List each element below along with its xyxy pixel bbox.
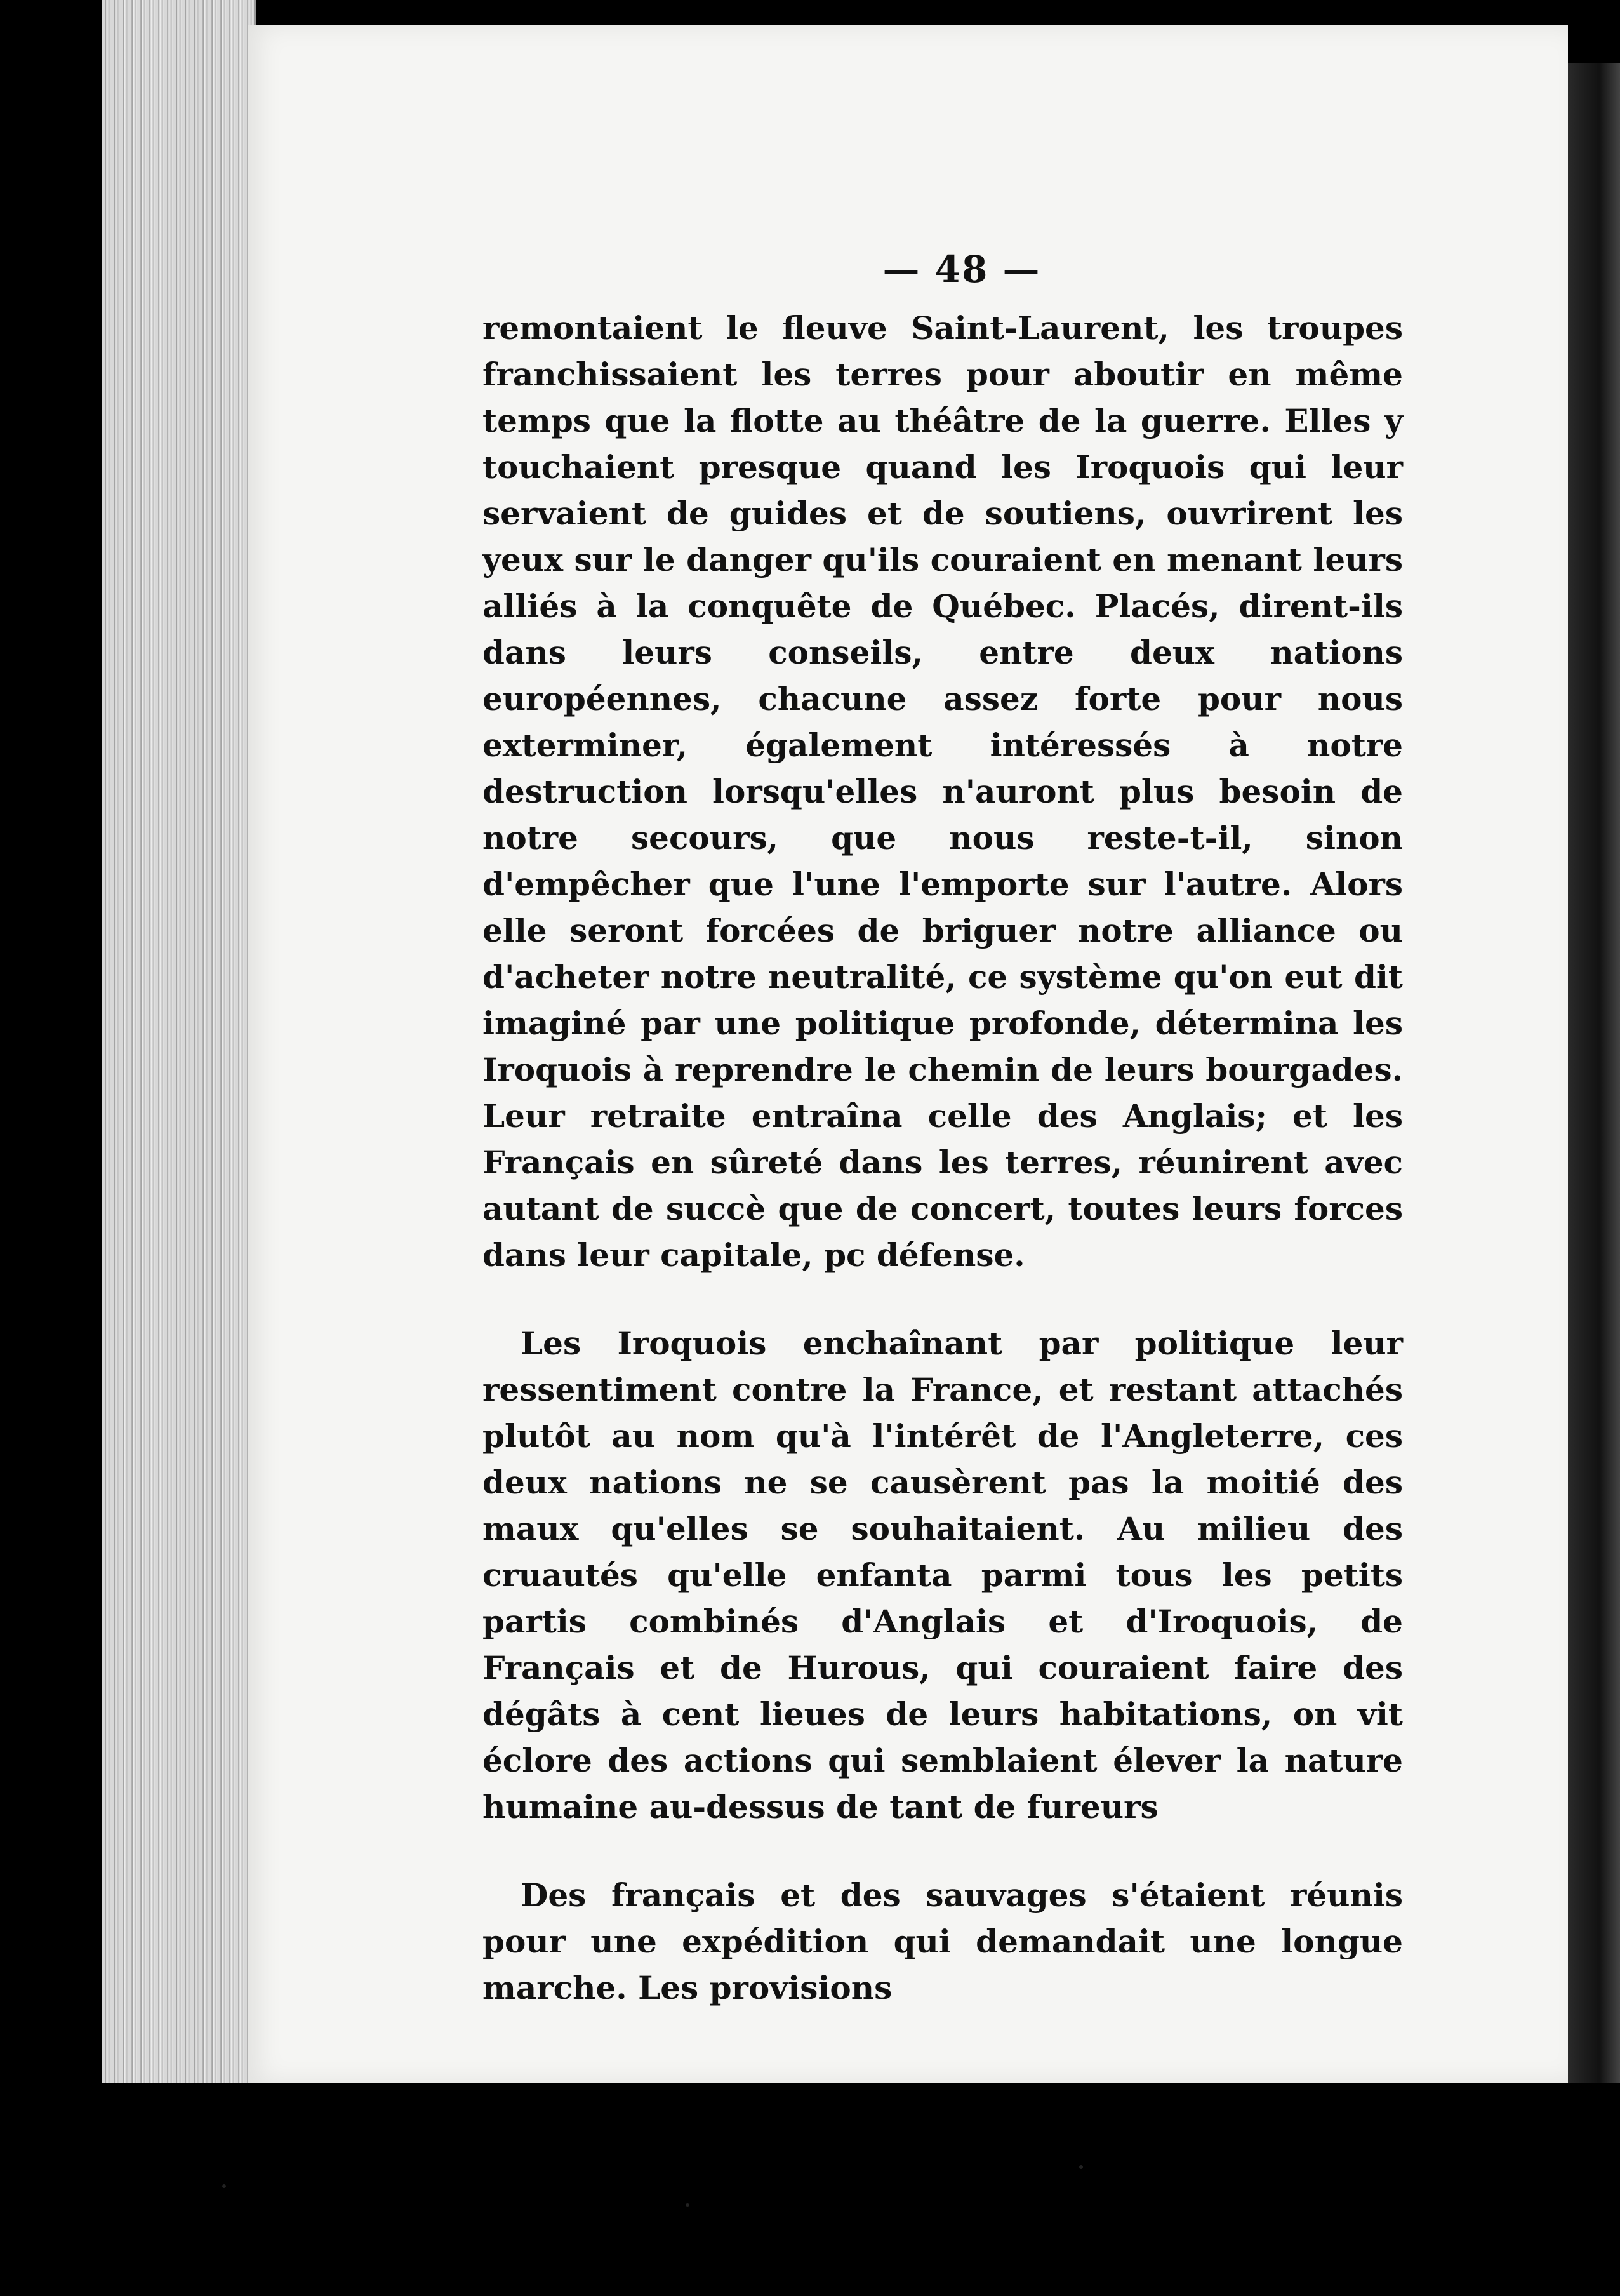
paragraph-2: Les Iroquois enchaînant par politique leur ressentiment contre la France, et restant attachés plutôt au nom qu'à l'intérêt de l'Angleterre, ces deux nations ne se causèrent pas la moitié des maux qu'elles se souhaitaient. Au milieu des cruautés qu'elle enfanta parmi tous les petits partis combinés d'Anglais et d'Iroquois, de Français et de Hurous, qui couraient faire des dégâts à cent lieues de leurs habitations, on vit éclore des actions qui semblaient élever la nature humaine au-dessus de tant de fureurs [482,1325,1403,1825]
page-text-block [482,248,1403,2011]
paragraph-1: remontaient le fleuve Saint-Laurent, les troupes franchissaient les terres pour aboutir en même temps que la flotte au théâtre de la guerre. Elles y touchaient presque quand les Iroquois qui leur servaient de guides et de soutiens, ouvrirent les yeux sur le danger qu'ils couraient en menant leurs alliés à la conquête de Québec. Placés, dirent-ils dans leurs conseils, entre deux nations européennes, chacune assez forte pour nous exterminer, également intéressés à notre destruction lorsqu'elles n'auront plus besoin de notre secours, que nous reste-t-il, sinon d'empêcher que l'une l'emporte sur l'autre. Alors elle seront forcées de briguer notre alliance ou d'acheter notre neutralité, ce système qu'on eut dit imaginé par une politique profonde, détermina les Iroquois à reprendre le chemin de leurs bourgades. Leur retraite entraîna celle des Anglais; et les Français en sûreté dans les terres, réunirent avec autant de succè que de concert, toutes leurs forces dans leur capitale, pc défense. [482,309,1403,1274]
dust-speck [1079,2165,1083,2169]
book-page-edges [102,0,256,2146]
dust-speck [222,2184,226,2188]
paragraph-3: Des français et des sauvages s'étaient réunis pour une expédition qui demandait une longue marche. Les provisions [482,1876,1403,2006]
book-gutter-shadow [1568,63,1620,2083]
scan-border [0,2083,1620,2296]
page-number: — 48 — [882,248,1041,291]
dust-speck [686,2203,689,2207]
